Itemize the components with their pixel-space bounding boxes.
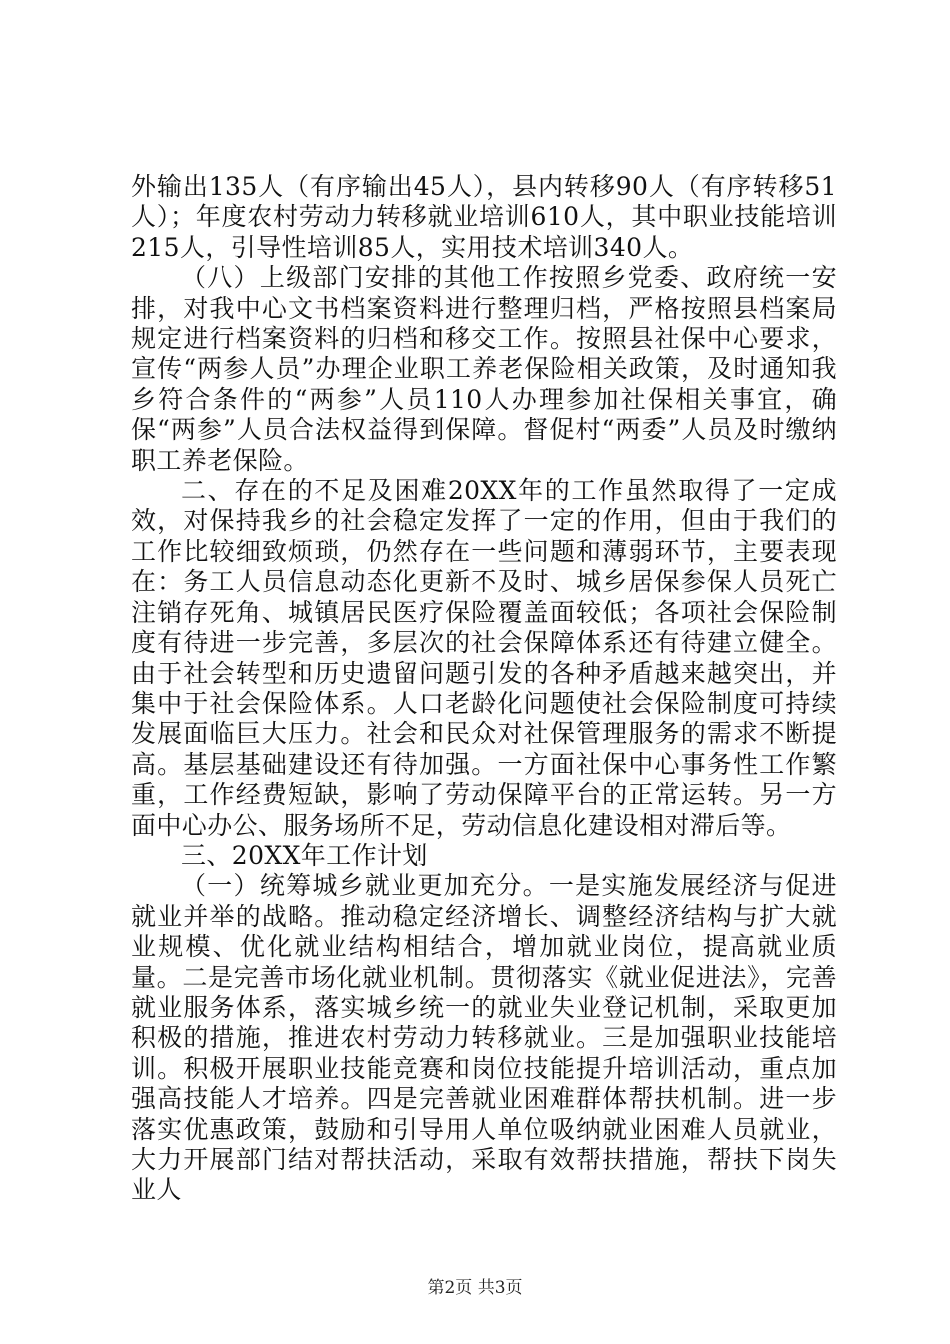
paragraph-4: （一）统筹城乡就业更加充分。一是实施发展经济与促进就业并举的战略。推动稳定经济增长、调整经济结构与扩大就业规模、优化就业结构相结合，增加就业岗位，提高就业质量。二是完善市场化就业机制。贯彻落实《就业促进法》，完善就业服务体系，落实城乡统一的就业失业登记机制，采取更加积极的措施，推进农村劳动力转移就业。三是加强职业技能培训。积极开展职业技能竞赛和岗位技能提升培训活动，重点加强高技能人才培养。四是完善就业困难群体帮扶机制。进一步落实优惠政策，鼓励和引导用人单位吸纳就业困难人员就业，大力开展部门结对帮扶活动，采取有效帮扶措施，帮扶下岗失业人 xyxy=(131,871,837,1205)
document-body xyxy=(131,172,837,1206)
page-footer: 第2页 共3页 xyxy=(427,1278,523,1298)
section-heading-3: 三、20XX年工作计划 xyxy=(181,840,428,870)
paragraph-1: 外输出135人（有序输出45人），县内转移90人（有序转移51人）；年度农村劳动力转移就业培训610人，其中职业技能培训215人，引导性培训85人，实用技术培训340人。 xyxy=(131,172,837,262)
paragraph-3: 二、存在的不足及困难20XX年的工作虽然取得了一定成效，对保持我乡的社会稳定发挥了一定的作用，但由于我们的工作比较细致烦琐，仍然存在一些问题和薄弱环节，主要表现在：务工人员信息动态化更新不及时、城乡居保参保人员死亡注销存死角、城镇居民医疗保险覆盖面较低；各项社会保险制度有待进一步完善，多层次的社会保障体系还有待建立健全。由于社会转型和历史遗留问题引发的各种矛盾越来越突出，并集中于社会保险体系。人口老龄化问题使社会保险制度可持续发展面临巨大压力。社会和民众对社保管理服务的需求不断提高。基层基础建设还有待加强。一方面社保中心事务性工作繁重，工作经费短缺，影响了劳动保障平台的正常运转。另一方面中心办公、服务场所不足，劳动信息化建设相对滞后等。 xyxy=(131,476,837,840)
paragraph-2: （八）上级部门安排的其他工作按照乡党委、政府统一安排，对我中心文书档案资料进行整理归档，严格按照县档案局规定进行档案资料的归档和移交工作。按照县社保中心要求，宣传“两参人员”办理企业职工养老保险相关政策，及时通知我乡符合条件的“两参”人员110人办理参加社保相关事宜，确保“两参”人员合法权益得到保障。督促村“两委”人员及时缴纳职工养老保险。 xyxy=(131,263,837,475)
